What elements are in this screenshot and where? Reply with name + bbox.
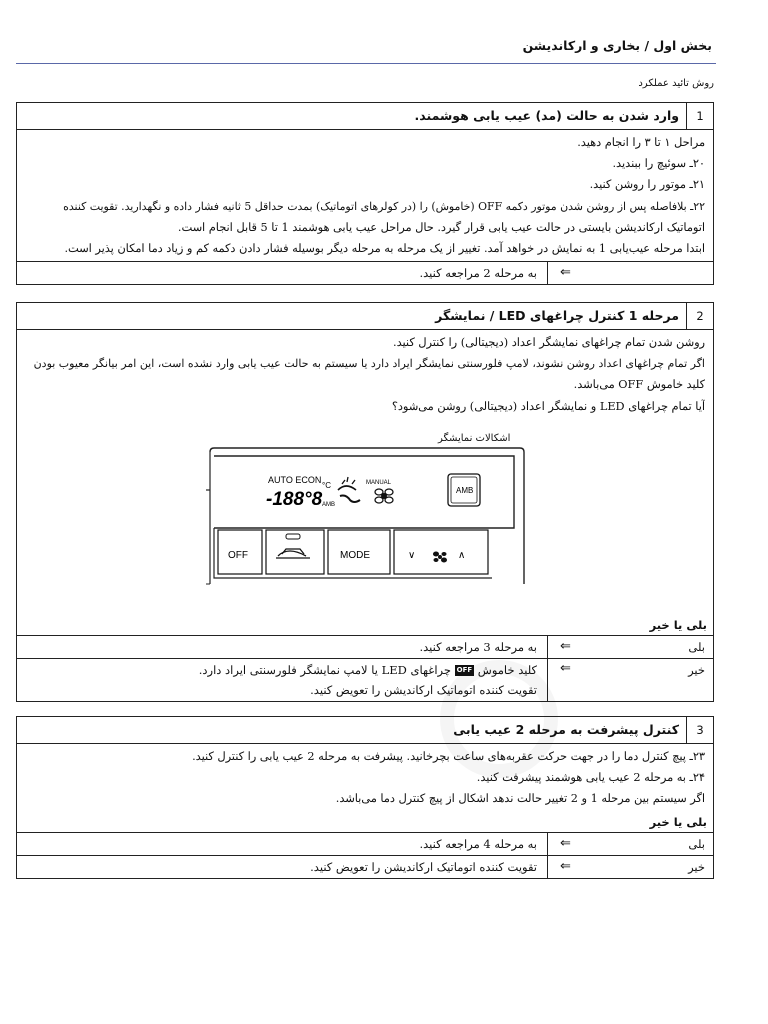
result-text: به مرحله 2 مراجعه کنید. (419, 266, 537, 281)
answer-text: تقویت کننده اتوماتیک ارکاندیشن را تعویض کنید. (310, 859, 537, 874)
header-divider (16, 63, 716, 64)
text-line: ابتدا مرحله عیب‌یابی 1 به نمایش در خواهد آمد. تغییر از یک مرحله به مرحله دیگر بوسیله فشار دادن دکمه کم و زیاد دما امکان پذیر است. (64, 242, 705, 256)
answer-cell (547, 856, 713, 878)
answer-label: بلی (688, 836, 705, 851)
mode-button-label: MODE (340, 550, 370, 561)
step-2-body (17, 330, 713, 419)
text-line: اگر تمام چراغهای اعداد روشن نشوند، لامپ فلورسنتی نمایشگر ایراد دارد یا سیستم به حالت عیب یابی وارد نشده است، این امر بیانگر معیوب بودن (33, 357, 705, 371)
off-button-icon: OFF (456, 666, 473, 675)
result-cell (547, 262, 713, 284)
display-unit: °C (322, 481, 331, 490)
control-panel-figure (206, 446, 528, 596)
step-number: 3 (686, 717, 713, 743)
off-button-label: OFF (228, 550, 248, 561)
display-amb: AMB (322, 502, 336, 508)
figure-caption: اشکالات نمایشگر (438, 433, 511, 444)
text-line: کلید خاموش OFF می‌باشد. (573, 378, 705, 392)
fan-down-arrow: ∨ (408, 550, 416, 561)
text-line: ۲۳ـ پیچ کنترل دما را در جهت حرکت عقربه‌های ساعت بچرخانید. پیشرفت به مرحله 2 عیب یابی را کنترل کنید. (192, 750, 705, 763)
arrow-icon: ⇐ (560, 660, 571, 676)
step-2-header (17, 303, 713, 330)
amb-button-label: AMB (456, 486, 474, 495)
arrow-icon: ⇐ (560, 265, 571, 281)
section-subtitle: روش تائید عملکرد (638, 78, 714, 89)
answer-cell (547, 636, 713, 658)
answer-row-no (17, 658, 713, 701)
answer-text-part: تقویت کننده اتوماتیک ارکاندیشن را تعویض کنید. (310, 682, 537, 697)
fan-icon (375, 489, 393, 503)
answer-row-yes (17, 635, 713, 658)
step-number: 1 (686, 103, 713, 129)
arrow-icon: ⇐ (560, 858, 571, 874)
result-row (17, 261, 713, 284)
airflow-icon (338, 477, 360, 502)
text-line: روشن شدن تمام چراغهای نمایشگر اعداد (دیجیتالی) را کنترل کنید. (393, 336, 705, 349)
yes-no-label: بلی یا خیر (649, 617, 707, 632)
step-3-header (17, 717, 713, 744)
text-line: ۲۴ـ به مرحله 2 عیب یابی هوشمند پیشرفت کنید. (476, 771, 705, 785)
answer-cell (547, 833, 713, 855)
answer-cell (547, 659, 713, 701)
step-3-body (17, 744, 713, 812)
text-line: اتوماتیک ارکاندیشن بایستی در حالت عیب یابی قرار گیرد. حال مراحل عیب یابی هوشمند 1 تا 5 قابل انجام است. (177, 220, 705, 234)
display-auto-econ: AUTO ECON (268, 475, 322, 485)
step-number: 2 (686, 303, 713, 329)
text-line: ۲۰ـ سوئیچ را ببندید. (612, 157, 705, 171)
display-manual: MANUAL (366, 480, 392, 486)
text-line: آیا تمام چراغهای LED و نمایشگر اعداد (دیجیتالی) روشن می‌شود؟ (391, 399, 705, 413)
arrow-icon: ⇐ (560, 835, 571, 851)
answer-label: بلی (688, 639, 705, 654)
text-line: مراحل ۱ تا ۳ را انجام دهید. (577, 136, 705, 149)
text-line: اگر سیستم بین مرحله 1 و 2 تغییر حالت ندهد اشکال از پیچ کنترل دما می‌باشد. (335, 792, 705, 806)
answer-label: خیر (688, 859, 705, 874)
arrow-icon: ⇐ (560, 638, 571, 654)
step-title: وارد شدن به حالت (مد) عیب یابی هوشمند. (414, 108, 679, 123)
text-line: ۲۲ـ بلافاصله پس از روشن شدن موتور دکمه OFF (خاموش) را (در کولرهای اتوماتیک) بمدت حداقل 5 ثانیه فشار داده و نگهدارید. تقویت کننده (63, 199, 705, 213)
yes-no-label: بلی یا خیر (649, 814, 707, 829)
step-3-table (16, 716, 714, 879)
answer-text-part: چراغهای LED یا لامپ نمایشگر فلورسنتی ایراد دارد. (198, 662, 451, 677)
step-1-body (17, 130, 713, 261)
answer-label: خیر (688, 662, 705, 677)
step-1-header (17, 103, 713, 130)
answer-text: به مرحله 3 مراجعه کنید. (419, 639, 537, 654)
answer-row-no (17, 855, 713, 878)
answer-text-part: کلید خاموش (477, 662, 537, 677)
step-1-table (16, 102, 714, 285)
answer-text: به مرحله 4 مراجعه کنید. (419, 836, 537, 851)
step-title: کنترل پیشرفت به مرحله 2 عیب یابی (453, 722, 679, 737)
page-header-title: بخش اول / بخاری و ارکاندیشن (522, 38, 712, 53)
answer-row-yes (17, 832, 713, 855)
fan-up-arrow: ∧ (458, 550, 466, 561)
step-title: مرحله 1 کنترل چراغهای LED / نمایشگر (435, 308, 679, 323)
text-line: ۲۱ـ موتور را روشن کنید. (589, 178, 705, 192)
display-digits: -188°8 (266, 489, 323, 510)
